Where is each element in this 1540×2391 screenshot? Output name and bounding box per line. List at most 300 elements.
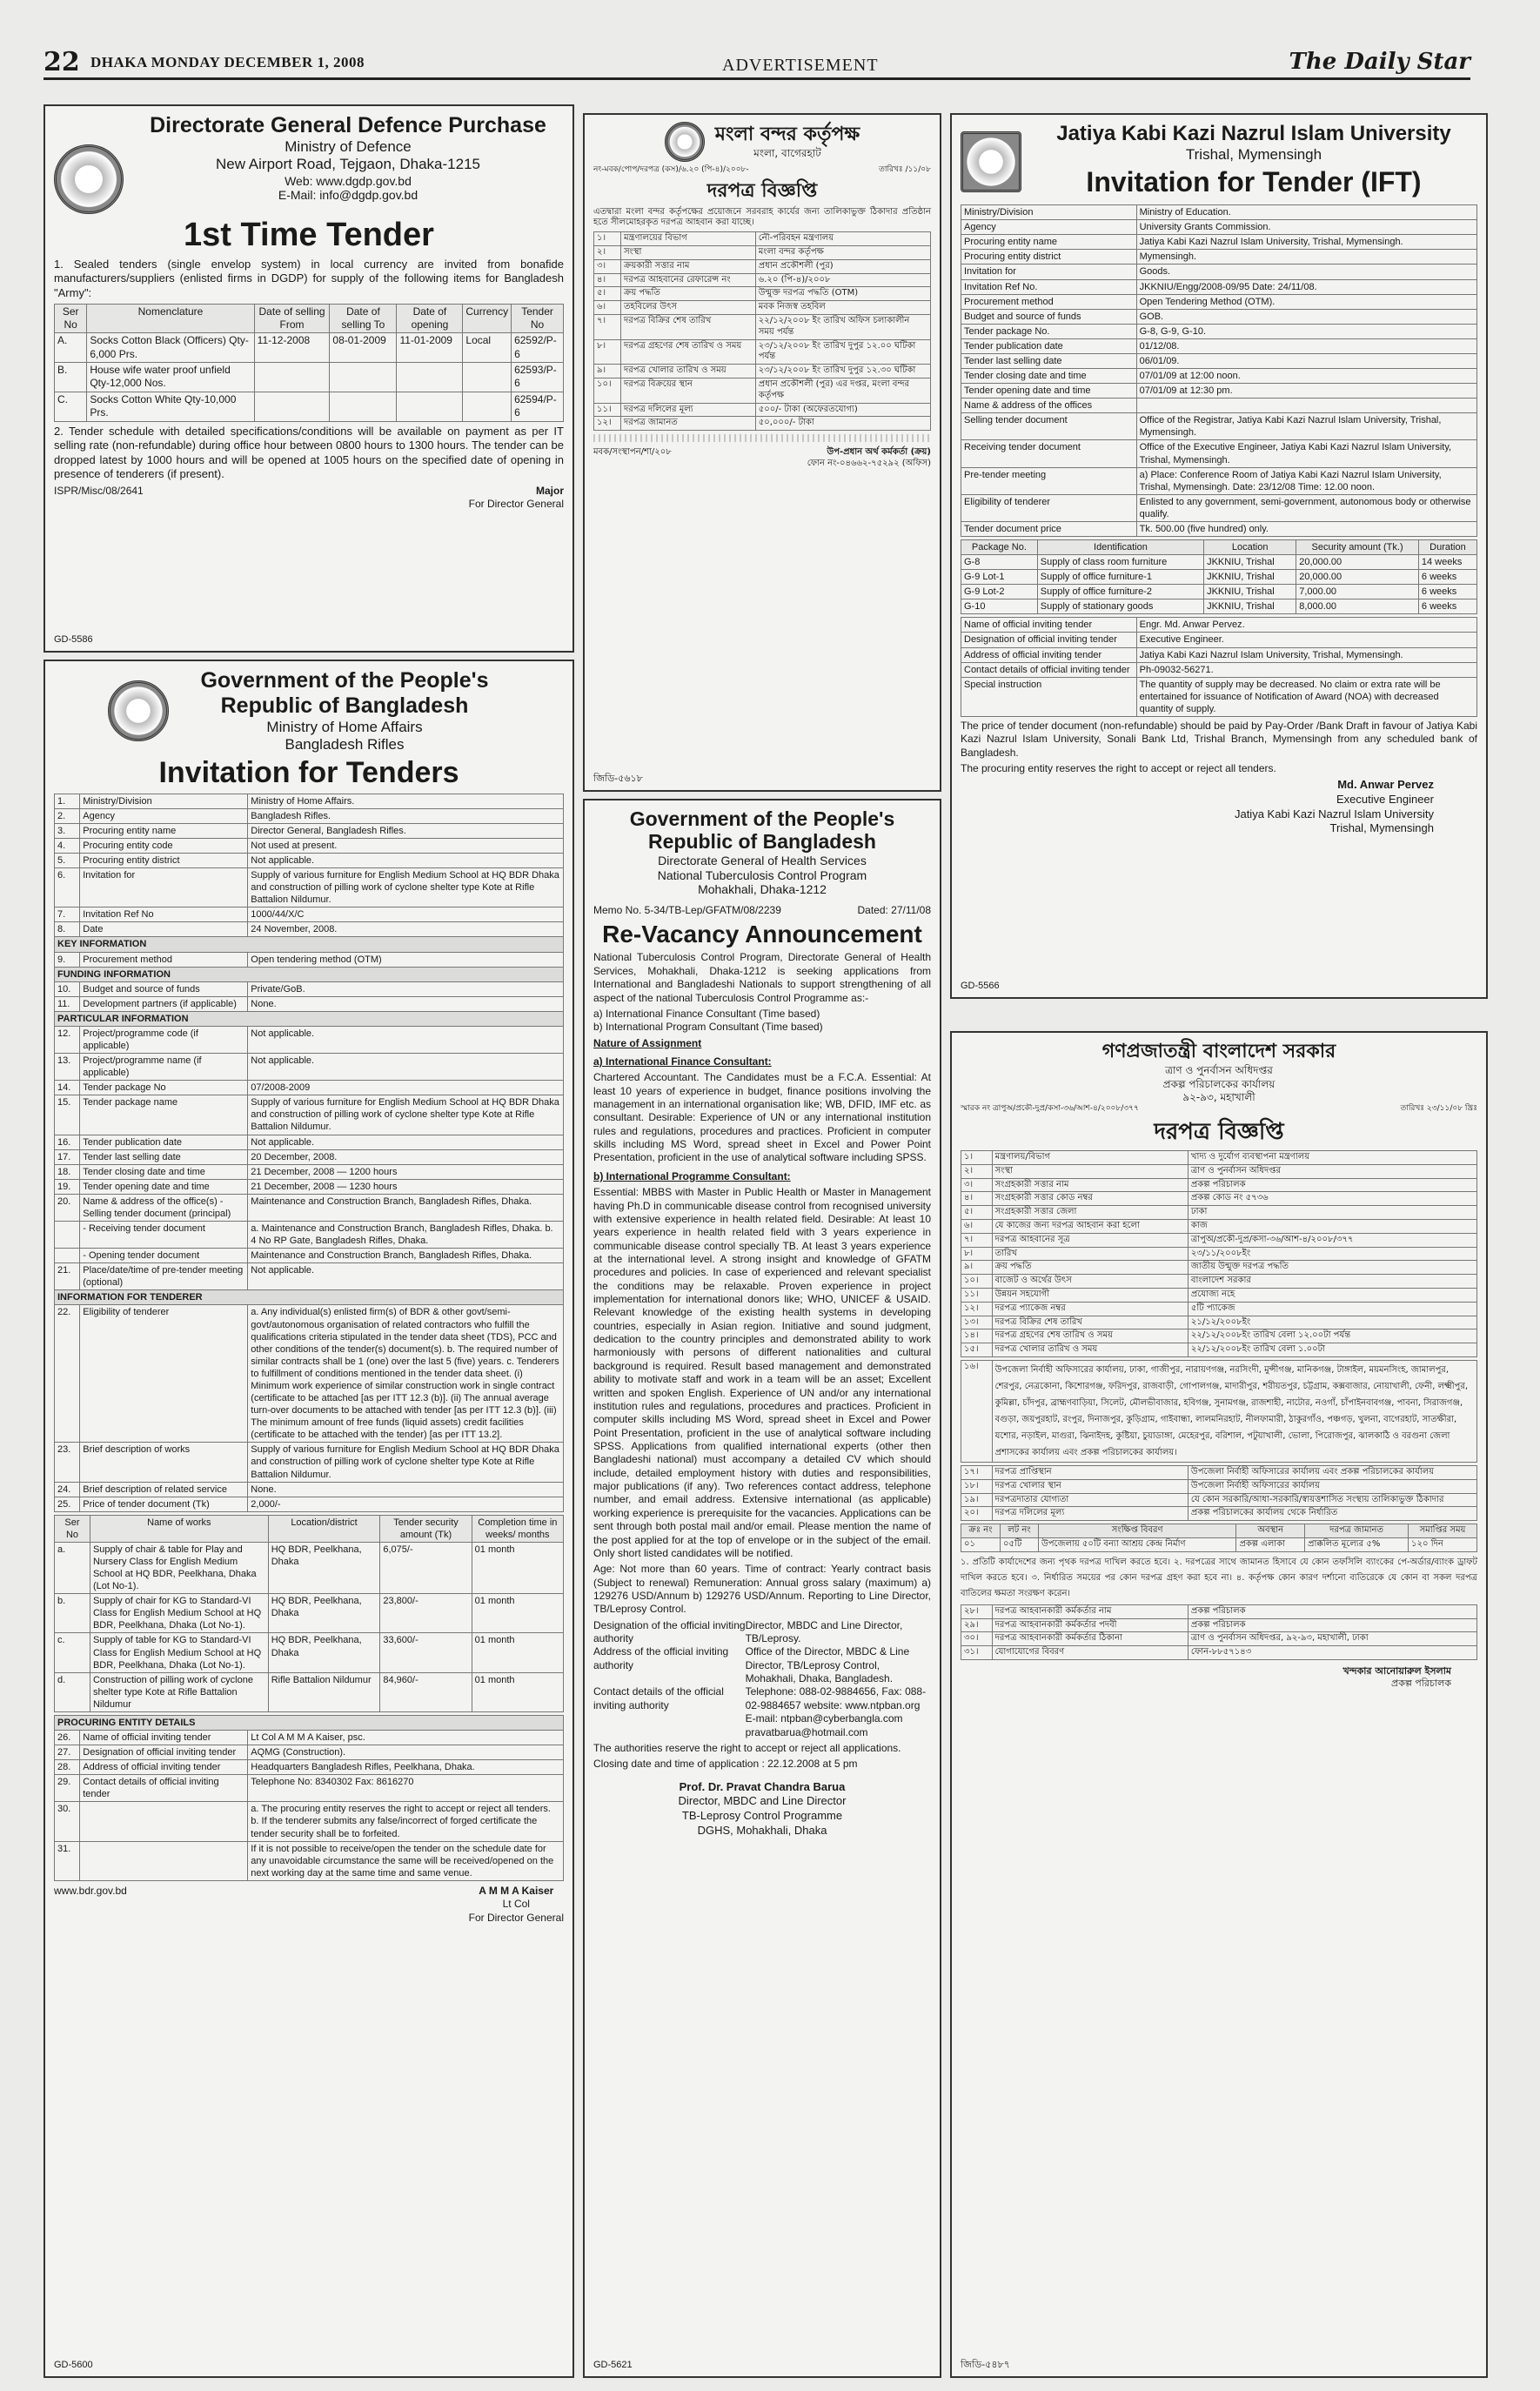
cell: JKKNIU/Engg/2008-09/95 Date: 24/11/08. <box>1136 279 1476 294</box>
cell: Telephone: 088-02-9884656, Fax: 088-02-9884657 website: www.ntpban.org E-mail: ntpban@cyberbangla.com pravatbarua@hotmail.com <box>745 1685 927 1738</box>
cell: দরপত্র দলিলের মূল্য <box>992 1507 1188 1521</box>
cell: 07/01/09 at 12:00 noon. <box>1136 369 1476 384</box>
dept: ত্রাণ ও পুনর্বাসন অধিদপ্তর <box>1165 1064 1273 1077</box>
table-row <box>961 1261 1477 1275</box>
cell: Name of official inviting tender <box>961 618 1137 633</box>
cell: যে কাজের জন্য দরপত্র আহবান করা হলো <box>992 1220 1188 1234</box>
cell: HQ BDR, Peelkhana, Dhaka <box>268 1633 380 1672</box>
footer-ref: মবক/সংস্থাপন/শা/২০৮ <box>593 447 672 458</box>
cell: ত্রাপুঅ/প্রকৌ-দুপ্র/কসা-৩৬/আশ-৪/২০০৮/৩৭৭ <box>1188 1233 1476 1247</box>
col-header: Tender security amount (Tk) <box>380 1515 472 1542</box>
cell: Address of official inviting tender <box>961 647 1137 662</box>
table-row <box>594 339 931 365</box>
programme-heading: b) International Programme Consultant: <box>593 1169 791 1182</box>
table-row <box>961 1604 1477 1618</box>
cell: a. The procuring entity reserves the right to accept or reject all tenders. b. If the tenderer submits any false/incorrect of forged certificate the tender security shall be to forfeited. <box>248 1802 564 1841</box>
cell: দরপত্র আহবানকারী কর্মকর্তার নাম <box>992 1604 1188 1618</box>
signer: A M M A Kaiser <box>479 1884 554 1897</box>
cell: Agency <box>80 808 248 823</box>
cell: ২৩/১২/২০০৮ ইং তারিখ দুপুর ১২.৩০ ঘটিকা <box>755 365 930 378</box>
table-row <box>961 1507 1477 1521</box>
table-row <box>961 599 1477 614</box>
cell: যোগাযোগের বিবরণ <box>992 1646 1188 1660</box>
cell: 23. <box>55 1443 80 1482</box>
table-row <box>961 294 1477 309</box>
ad-relief-tender <box>950 1031 1488 2378</box>
table-row <box>55 1482 564 1497</box>
cell: সংস্থা <box>992 1164 1188 1178</box>
cell: Lt Col A M M A Kaiser, psc. <box>248 1730 564 1745</box>
cell: Supply of table for KG to Standard-VI Class for English Medium School at HQ BDR, Peelkhana, Dhaka (Lot No-1). <box>90 1633 268 1672</box>
table-row <box>961 1618 1477 1632</box>
cell: ১৮। <box>961 1479 993 1493</box>
table-row <box>961 494 1477 521</box>
cell: দরপত্র দলিলের মূল্য <box>620 403 755 417</box>
table-row <box>961 1316 1477 1329</box>
cell: Procurement method <box>80 952 248 967</box>
table-row <box>961 570 1477 585</box>
cell: ২। <box>961 1164 993 1178</box>
signer-title-3: DGHS, Mohakhali, Dhaka <box>697 1823 827 1837</box>
cell: Maintenance and Construction Branch, Bangladesh Rifles, Dhaka. <box>248 1194 564 1221</box>
jk-info-table <box>961 204 1477 537</box>
cell: B. <box>55 363 87 392</box>
cell: G-9 Lot-1 <box>961 570 1038 585</box>
table-row <box>961 677 1477 716</box>
cell: 22. <box>55 1305 80 1443</box>
place: Trishal, Mymensingh <box>1185 145 1322 163</box>
relief-table-2 <box>961 1465 1477 1521</box>
table-row <box>55 794 564 808</box>
relief-table-3 <box>961 1604 1477 1660</box>
cell: Project/programme code (if applicable) <box>80 1026 248 1053</box>
table-row <box>55 1542 564 1593</box>
table-row <box>55 1775 564 1802</box>
cell: ৫। <box>594 287 621 301</box>
col-header: দরপত্র জামানত <box>1305 1524 1409 1538</box>
cell: d. <box>55 1672 90 1711</box>
cell: 7. <box>55 908 80 922</box>
programme-text: Essential: MBBS with Master in Public Health or Master in Management having Ph.D in communicable disease control from recognised university with extensive experience in health related field. Desirable: At least 10 years experience in health related field with 3 years experience in communicable disease control specially TB. At least 3 years experience at the international level. A strong insight and knowledge of GFATM procedures and policies. In case of experienced and relevant specialist the conditions may be relaxable. Proven experience in project implementation for international donors like; WHO, UNICEF & USAID. Relevant knowledge of the existing health systems in developing countries, especially in Asian region. Initiative and sound judgment, dedication to the country principles and demonstrated ability to work harmoniously with persons of different nationalities and cultural background is required. Result based management and demonstrated ability to motivate staff and work in a team will be an asset; Excellent written and spoken English. Experience of UN and/or any international institution rules and regulations, procedures and practices. Proficient in computer skills including MS Word, spread sheet in Excel and Power Point Presentation, proficient in the use of analytical software including SPSS. Applications from qualified international experts (other then Bangladeshi national) must accompany a detailed CV which should include, detailed employment history with duties and responsibilities, major publications (if any). Two references contact address, telephone number, and email address. Extensive international (as applicable) working experience is prerequisite for the vacancies. Applications can be sent through both postal mail and/or email. Please mention the name of the post applied for at the top of envelope or in the subject of the email. Only short listed candidates will be notified. <box>593 1186 931 1559</box>
cell: Ministry of Education. <box>1136 205 1476 220</box>
cell: Procuring entity code <box>80 838 248 853</box>
col-header: Location/district <box>268 1515 380 1542</box>
cell: 2,000/- <box>248 1497 564 1511</box>
cell: PARTICULAR INFORMATION <box>55 1011 564 1026</box>
cell: Special instruction <box>961 677 1137 716</box>
conditions: ১. প্রতিটি কার্যাদেশের জন্য পৃথক দরপত্র দাখিল করতে হবে। ২. দরপত্রের সাথে জামানত হিসাবে যে কোন তফসিলি ব্যাংকের পে-অর্ডার/ব্যাংক ড্রাফট দাখিল করতে হবে। ৩. নির্ধারিত সময়ের পর কোন দরপত্র গ্রহণ করা হবে না। ৪. কর্তৃপক্ষ কোন কারণ দর্শানো ব্যতিরেকে যে কোন বা সকল দরপত্র বাতিলের ক্ষমতা সংরক্ষণ করেন। <box>961 1557 1477 1598</box>
office: প্রকল্প পরিচালকের কার্যালয় <box>1162 1077 1276 1090</box>
table-row <box>55 1149 564 1164</box>
cell: 19. <box>55 1179 80 1194</box>
cell: Address of official inviting tender <box>80 1760 248 1775</box>
cell: a. <box>55 1542 90 1593</box>
package-table <box>961 539 1477 614</box>
cell: 84,960/- <box>380 1672 472 1711</box>
note: 2. Tender schedule with detailed specifications/conditions will be available on payment as per IT selling rate (non-refundable) during office hour between 0800 hours to 1300 hours. The tender can be dropped latest by 1000 hours and will be opened at 1005 hours on the specified date of opening in presence of tenderers (if present). <box>54 424 564 481</box>
dateline: DHAKA MONDAY DECEMBER 1, 2008 <box>90 54 365 70</box>
cell: Budget and source of funds <box>961 309 1137 324</box>
table-row <box>55 392 564 421</box>
cell: 01 month <box>472 1594 563 1633</box>
cell: দরপত্র প্রাপ্তিস্থান <box>992 1465 1188 1479</box>
table-row <box>594 301 931 315</box>
cell: Brief description of works <box>80 1443 248 1482</box>
closing: Closing date and time of application : 22.12.2008 at 5 pm <box>593 1758 858 1771</box>
cell: 10. <box>55 981 80 996</box>
cell: Designation of official inviting tender <box>80 1745 248 1760</box>
cell: Tender package No <box>80 1081 248 1095</box>
address: Mohakhali, Dhaka-1212 <box>698 882 827 897</box>
cell: ক্রয়কারী সত্তার নাম <box>620 259 755 273</box>
cell: Tk. 500.00 (five hundred) only. <box>1136 521 1476 536</box>
cell: Procuring entity district <box>961 250 1137 265</box>
cell: JKKNIU, Trishal <box>1204 570 1296 585</box>
cell: 29. <box>55 1775 80 1802</box>
cell: Supply of various furniture for English Medium School at HQ BDR Dhaka and construction of pilling work of cyclone shelter type Kote at Rifle Battalion Nildumur. <box>248 1443 564 1482</box>
cell: Invitation Ref No <box>80 908 248 922</box>
cell: Supply of chair for KG to Standard-VI Class for English Medium School at HQ BDR, Peelkhana, Dhaka (Lot No-1). <box>90 1594 268 1633</box>
cell: Not applicable. <box>248 1135 564 1149</box>
table-row <box>55 1672 564 1711</box>
table-row <box>961 1206 1477 1220</box>
cell: Eligibility of tenderer <box>961 494 1137 521</box>
cell: 12. <box>55 1026 80 1053</box>
cell: 24 November, 2008. <box>248 922 564 937</box>
cell: ৬। <box>961 1220 993 1234</box>
table-row <box>961 633 1477 647</box>
table-row <box>55 1164 564 1179</box>
cell: Telephone No: 8340302 Fax: 8616270 <box>248 1775 564 1802</box>
cell: দরপত্র আহবানকারী কর্মকর্তার পদবী <box>992 1618 1188 1632</box>
cell: G-10 <box>961 599 1038 614</box>
cell: 18. <box>55 1164 80 1179</box>
cell: ২। <box>594 246 621 260</box>
cell: Open Tendering Method (OTM). <box>1136 294 1476 309</box>
cell: Receiving tender document <box>961 440 1137 467</box>
cell: দরপত্র আহবানের রেফারেন্স নং <box>620 273 755 287</box>
ad-code: GD-5566 <box>961 980 1000 991</box>
cell: 6 weeks <box>1418 585 1476 599</box>
cell: Not applicable. <box>248 1026 564 1053</box>
cell: Procuring entity name <box>80 823 248 838</box>
cell: ২২/১২/২০০৮ ইং তারিখ অফিস চলাকালীন সময় পর্যন্ত <box>755 315 930 340</box>
table-row <box>55 1443 564 1482</box>
cell: ১৭। <box>961 1465 993 1479</box>
dgdp-emblem-icon <box>54 144 124 214</box>
university-emblem-icon <box>961 131 1021 192</box>
cell <box>1136 398 1476 413</box>
dept: Directorate General of Health Services <box>658 853 867 867</box>
cell: Supply of various furniture for English Medium School at HQ BDR Dhaka and construction of pilling work of cyclone shelter type Kote at Rifle Battalion Nildumur. <box>248 1095 564 1135</box>
cell: 2. <box>55 808 80 823</box>
ad-jkkniu-tender <box>950 113 1488 999</box>
cell: ৫টি প্যাকেজ <box>1188 1302 1476 1316</box>
cell: 1. <box>55 794 80 808</box>
cell: Procuring entity name <box>961 235 1137 250</box>
cell: The quantity of supply may be decreased. No claim or extra rate will be entertained for issuance of Notification of Award (NOA) with decreased quantity of supply. <box>1136 677 1476 716</box>
cell: 8,000.00 <box>1296 599 1419 614</box>
table-row <box>594 232 931 246</box>
cell: প্রকল্প পরিচালক <box>1188 1604 1476 1618</box>
cell: C. <box>55 392 87 421</box>
col-header: Security amount (Tk.) <box>1296 539 1419 554</box>
cell: 20,000.00 <box>1296 570 1419 585</box>
table-row <box>55 922 564 937</box>
cell: সংগ্রহকারী সত্তার নাম <box>992 1178 1188 1192</box>
col-header: লট নং <box>1001 1524 1039 1538</box>
headline: Re-Vacancy Announcement <box>602 920 922 948</box>
cell: ৫। <box>961 1206 993 1220</box>
table-row <box>55 981 564 996</box>
table-row <box>594 287 931 301</box>
cell: 28. <box>55 1760 80 1775</box>
section-heading <box>55 1290 564 1305</box>
cell: প্রকল্প পরিচালকের কার্যালয় থেকে নির্ধারিত <box>1188 1507 1476 1521</box>
cell: ১৫। <box>961 1343 993 1357</box>
cell: 6,075/- <box>380 1542 472 1593</box>
cell: Designation of official inviting tender <box>961 633 1137 647</box>
cell: Rifle Battalion Nildumur <box>268 1672 380 1711</box>
table-row <box>961 1646 1477 1660</box>
works-table <box>54 1515 564 1712</box>
cell: দরপত্রদাতার যোগ্যতা <box>992 1493 1188 1507</box>
cell: ২২/১২/২০০৮ইং তারিখ বেলা ১.০০টা <box>1188 1343 1476 1357</box>
cell: Address of the official inviting authority <box>593 1645 729 1671</box>
table-row <box>961 1360 1477 1462</box>
cell: তহবিলের উৎস <box>620 301 755 315</box>
cell: Eligibility of tenderer <box>80 1305 248 1443</box>
cell: ২৯। <box>961 1618 993 1632</box>
headline: Invitation for Tenders <box>158 756 459 790</box>
ad-code: GD-5621 <box>593 2359 633 2370</box>
cell: দরপত্র বিক্রির শেষ তারিখ <box>620 315 755 340</box>
cell: ১১। <box>961 1288 993 1302</box>
cell: ৫০,০০০/- টাকা <box>755 417 930 431</box>
masthead <box>44 45 1470 80</box>
table-row <box>961 440 1477 467</box>
signer-title: For Director General <box>468 498 564 511</box>
cell: Supply of class room furniture <box>1037 555 1203 570</box>
cell <box>330 363 397 392</box>
cell: প্রকল্প পরিচালক <box>1188 1618 1476 1632</box>
table-row <box>593 1685 931 1738</box>
cell: 23,800/- <box>380 1594 472 1633</box>
col-header: সংক্ষিপ্ত বিবরণ <box>1038 1524 1235 1538</box>
cell: JKKNIU, Trishal <box>1204 555 1296 570</box>
cell: ত্রাণ ও পুনর্বাসন অধিদপ্তর <box>1188 1164 1476 1178</box>
cell: Not used at present. <box>248 838 564 853</box>
table-header <box>961 539 1477 554</box>
cell: ক্রয় পদ্ধতি <box>620 287 755 301</box>
cell: ৩০। <box>961 1632 993 1646</box>
gov-name: Government of the People's Republic of Bangladesh <box>200 668 489 718</box>
table-row <box>55 1222 564 1249</box>
cell: AQMG (Construction). <box>248 1745 564 1760</box>
cell: Open tendering method (OTM) <box>248 952 564 967</box>
cell: 26. <box>55 1730 80 1745</box>
cell: উপজেলা নির্বাহী অফিসারের কার্যালয় এবং প্রকল্প পরিচালকের কার্যালয় <box>1188 1465 1476 1479</box>
cell: দরপত্র বিক্রয়ের স্থান <box>620 378 755 404</box>
cell: Tender publication date <box>961 338 1137 353</box>
table-row <box>55 868 564 908</box>
cell <box>55 1222 80 1249</box>
cell <box>254 363 330 392</box>
cell: Socks Cotton White Qty-10,000 Prs. <box>87 392 254 421</box>
col-header: Currency <box>463 304 512 333</box>
web-link[interactable]: www.bdr.gov.bd <box>54 1884 127 1897</box>
ad-code: GD-5586 <box>54 633 93 645</box>
table-row <box>961 1329 1477 1343</box>
cell: G-9 Lot-2 <box>961 585 1038 599</box>
contact-table <box>593 1619 931 1739</box>
cell: ৭। <box>961 1233 993 1247</box>
ref: নং-মবক/পোপ/দরপত্র (কস)/৬.২০ (পি-৪)/২০০৮- <box>593 165 749 174</box>
cell: Enlisted to any government, semi-government, autonomous body or otherwise qualify. <box>1136 494 1476 521</box>
cell: 1000/44/X/C <box>248 908 564 922</box>
table-row <box>594 365 931 378</box>
cell: 08-01-2009 <box>330 333 397 363</box>
col-header: Name of works <box>90 1515 268 1542</box>
table-row <box>55 1305 564 1443</box>
cell: মংলা বন্দর কর্তৃপক্ষ <box>755 246 930 260</box>
col-header: Date of selling From <box>254 304 330 333</box>
col-header: Identification <box>1037 539 1203 554</box>
table-row <box>961 1493 1477 1507</box>
table-row <box>961 338 1477 353</box>
table-row <box>55 1841 564 1880</box>
table-row <box>55 908 564 922</box>
table-row <box>961 1343 1477 1357</box>
cell: Director General, Bangladesh Rifles. <box>248 823 564 838</box>
cell: ৬। <box>594 301 621 315</box>
cell: KEY INFORMATION <box>55 937 564 952</box>
table-row <box>55 1594 564 1633</box>
cell: Contact details of official inviting tender <box>961 662 1137 677</box>
reserve: The procuring entity reserves the right to accept or reject all tenders. <box>961 761 1276 774</box>
cell: Supply of chair & table for Play and Nursery Class for English Medium School at HQ BDR, Peelkhana, Dhaka (Lot No-1). <box>90 1542 268 1593</box>
table-row <box>961 647 1477 662</box>
ispr-ref: ISPR/Misc/08/2641 <box>54 485 144 498</box>
table-row <box>961 521 1477 536</box>
table-row <box>55 823 564 838</box>
cell: Tender opening date and time <box>80 1179 248 1194</box>
cell: Bangladesh Rifles. <box>248 808 564 823</box>
cell: A. <box>55 333 87 363</box>
cell: Tender package No. <box>961 324 1137 338</box>
cell: ৩১। <box>961 1646 993 1660</box>
sale-table <box>961 1360 1477 1463</box>
signer-title-3: Trishal, Mymensingh <box>1329 821 1434 835</box>
cell: Goods. <box>1136 265 1476 279</box>
cell: ১২০ দিন <box>1409 1537 1477 1551</box>
ad-code: জিডি-৫৪৮৭ <box>961 2358 1010 2370</box>
cell: প্রযোজ্য নহে <box>1188 1288 1476 1302</box>
cell: If it is not possible to receive/open the tender on the schedule date for any unavoidable circumstance the same will be received/opened on the next working day at the same time and same venue. <box>248 1841 564 1880</box>
cell: None. <box>248 1482 564 1497</box>
cell: Office of the Executive Engineer, Jatiya Kabi Kazi Nazrul Islam University, Trishal, Mymensingh. <box>1136 440 1476 467</box>
cell: 3. <box>55 823 80 838</box>
cell: 11-01-2009 <box>397 333 463 363</box>
table-row <box>961 279 1477 294</box>
cell: Tender closing date and time <box>961 369 1137 384</box>
table-row <box>55 1054 564 1081</box>
cell: Tender last selling date <box>80 1149 248 1164</box>
cell: 16. <box>55 1135 80 1149</box>
cell: Selling tender document <box>961 413 1137 440</box>
table-row <box>593 1645 931 1685</box>
cell: ১৯। <box>961 1493 993 1507</box>
org-name: Jatiya Kabi Kazi Nazrul Islam University <box>1056 122 1451 145</box>
email-link[interactable]: E-Mail: info@dgdp.gov.bd <box>278 188 418 203</box>
ref: স্মারক নং ত্রাপুঅ/প্রকৌ-দুপ্র/কসা-৩৬/আশ-৪/২০০৮/৩৭৭ <box>961 1104 1139 1114</box>
table-row <box>961 555 1477 570</box>
cell: Mymensingh. <box>1136 250 1476 265</box>
cell: জাতীয় উন্মুক্ত দরপত্র পদ্ধতি <box>1188 1261 1476 1275</box>
cell: ৪। <box>594 273 621 287</box>
dated: Dated: 27/11/08 <box>857 904 931 917</box>
cell: প্রধান প্রকৌশলী (পুর) <box>755 259 930 273</box>
cell: FUNDING INFORMATION <box>55 967 564 981</box>
cell: ১০। <box>594 378 621 404</box>
table-row <box>961 205 1477 220</box>
cell: কাজ <box>1188 1220 1476 1234</box>
programme: National Tuberculosis Control Program <box>657 867 867 882</box>
cell: 31. <box>55 1841 80 1880</box>
ad-code: GD-5600 <box>54 2359 93 2370</box>
cell: Procurement method <box>961 294 1137 309</box>
cell: ১। <box>961 1151 993 1165</box>
cell: 20,000.00 <box>1296 555 1419 570</box>
cell: ৯। <box>594 365 621 378</box>
cell: মন্ত্রণালয়/বিভাগ <box>992 1151 1188 1165</box>
table-row <box>55 838 564 853</box>
cell: ১০। <box>961 1275 993 1289</box>
cell: HQ BDR, Peelkhana, Dhaka <box>268 1594 380 1633</box>
table-row <box>55 952 564 967</box>
cell: Not applicable. <box>248 853 564 867</box>
cell: মন্ত্রণালয়ের বিভাগ <box>620 232 755 246</box>
cell: 25. <box>55 1497 80 1511</box>
cell: Maintenance and Construction Branch, Bangladesh Rifles, Dhaka. <box>248 1249 564 1263</box>
ministry: Ministry of Defence <box>285 137 412 155</box>
cell: ১। <box>594 232 621 246</box>
cell: Supply of stationary goods <box>1037 599 1203 614</box>
table-row <box>55 1026 564 1053</box>
cell: ৭। <box>594 315 621 340</box>
cell: দরপত্র প্যাকেজ নম্বর <box>992 1302 1188 1316</box>
table-row <box>55 333 564 363</box>
cell: HQ BDR, Peelkhana, Dhaka <box>268 1542 380 1593</box>
cell <box>80 1802 248 1841</box>
web-link[interactable]: Web: www.dgdp.gov.bd <box>285 173 412 188</box>
table-row <box>961 369 1477 384</box>
cell: ত্রাণ ও পুনর্বাসন অধিদপ্তর, ৯২-৯৩, মহাখালী, ঢাকা <box>1188 1632 1476 1646</box>
cell: 21. <box>55 1263 80 1290</box>
cell: ৩। <box>961 1178 993 1192</box>
table-row <box>55 1249 564 1263</box>
col-header: Date of opening <box>397 304 463 333</box>
cell: Project/programme name (if applicable) <box>80 1054 248 1081</box>
section-heading <box>55 937 564 952</box>
cell: দরপত্র খোলার তারিখ ও সময় <box>620 365 755 378</box>
col-header: ক্রঃ নং <box>961 1524 1001 1538</box>
cell: ফোন-৮৮৫৭১৪৩ <box>1188 1646 1476 1660</box>
cell <box>55 1249 80 1263</box>
signer: খন্দকার আনোয়ারুল ইসলাম <box>1342 1664 1451 1677</box>
cell: উন্নয়ন সহযোগী <box>992 1288 1188 1302</box>
table-row <box>55 1745 564 1760</box>
